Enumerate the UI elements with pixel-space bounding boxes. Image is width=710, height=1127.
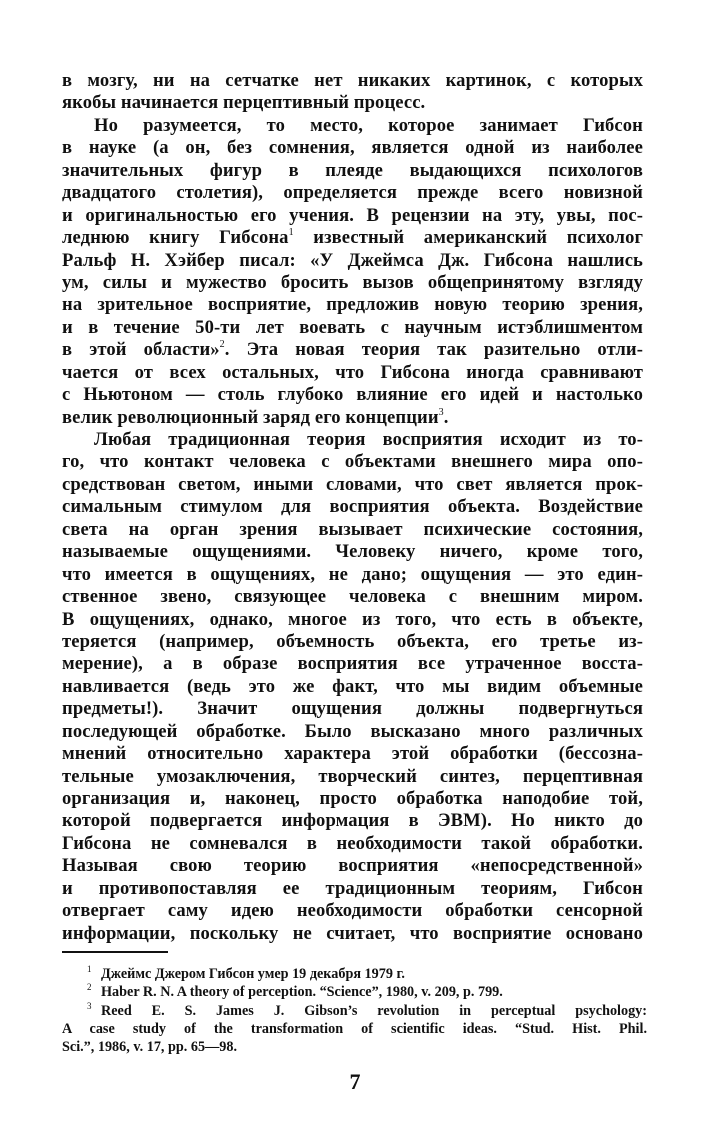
- footnote-separator: [62, 951, 168, 953]
- text-line: мерение), а в образе восприятия все утраченное восста-: [62, 653, 643, 675]
- text-line: организация и, наконец, просто обработка наподобие той,: [62, 788, 643, 809]
- footnotes: [62, 965, 647, 1056]
- text-line: мнений относительно характера этой обработки (бессозна-: [62, 743, 643, 765]
- text-line: на зрительное восприятие, предложив новую теорию зрения,: [62, 294, 643, 316]
- text-line: в мозгу, ни на сетчатке нет никаких картинок, с которых: [62, 70, 643, 91]
- footnote-line: 3 Reed E. S. James J. Gibson’s revolution in perceptual psychology:: [87, 1000, 647, 1019]
- text-line: велик революционный заряд его концепции$^3$.: [62, 406, 449, 428]
- footnote-line: 1 Джеймс Джером Гибсон умер 19 декабря 1979 г.: [87, 964, 405, 982]
- footnote-text: A case study of the transformation of scientific ideas. “Stud. Hist. Phil.: [62, 1020, 647, 1037]
- text-line: в этой области»$^2$. Эта новая теория так разительно отли-: [62, 339, 643, 361]
- text-line: Гибсона не сомневался в необходимости такой обработки.: [62, 832, 643, 854]
- text-line: средствован светом, иными словами, что свет является прок-: [62, 473, 643, 495]
- text-line: двадцатого столетия), определяется прежде всего новизной: [62, 182, 643, 204]
- text-line: ственное звено, связующее человека с внешним миром.: [62, 586, 643, 608]
- text-line: го, что контакт человека с объектами внешнего мира опо-: [62, 451, 643, 473]
- text-line: значительных фигур в плеяде выдающихся психологов: [62, 159, 643, 181]
- text-line: что имеется в ощущениях, не дано; ощущения — это един-: [62, 563, 643, 585]
- footnote-ref[interactable]: 1: [288, 227, 294, 239]
- page-number: 7: [349, 1069, 361, 1094]
- text-line: предметы!). Значит ощущения должны подвергнуться: [62, 698, 643, 720]
- footnote-ref[interactable]: 3: [438, 406, 444, 418]
- text-line: леднюю книгу Гибсона$^1$ известный американский психолог: [62, 227, 644, 249]
- text-line: называемые ощущениями. Человеку ничего, кроме того,: [62, 541, 643, 563]
- footnote-text: Sci.”, 1986, v. 17, pp. 65—98.: [62, 1039, 238, 1056]
- text-line: Но разумеется, то место, которое занимает Гибсон: [94, 114, 643, 136]
- text-line: света на орган зрения вызывает психические состояния,: [62, 518, 643, 540]
- footnote-ref[interactable]: 2: [219, 339, 225, 351]
- text-line: Называя свою теорию восприятия «непосредственной»: [62, 855, 643, 877]
- text-line: последующей обработке. Было высказано много различных: [62, 720, 643, 742]
- text-line: и в течение 50-ти лет воевать с научным истэблишментом: [62, 316, 643, 338]
- text-line: тельные умозаключения, творческий синтез, перцептивная: [62, 765, 643, 787]
- footnote-line: [62, 1038, 647, 1056]
- text-line: информации, поскольку не считает, что восприятие основано: [62, 922, 643, 944]
- footnote-line: [62, 1020, 647, 1038]
- text-line: Ральф Н. Хэйбер писал: «У Джеймса Дж. Гибсона нашлись: [62, 249, 643, 271]
- text-line: якобы начинается перцептивный процесс.: [62, 92, 426, 114]
- body-text: [62, 70, 643, 945]
- footnote-line: 2 Haber R. N. A theory of perception. “Science”, 1980, v. 209, p. 799.: [87, 982, 503, 1001]
- text-line: в науке (а он, без сомнения, является одной из наиболее: [62, 137, 643, 159]
- text-line: теряется (например, объемность объекта, его третье из-: [62, 630, 643, 652]
- text-line: и противопоставляя ее традиционным теориям, Гибсон: [62, 877, 643, 899]
- footnote-text: Haber R. N. A theory of perception. “Science”, 1980, v. 209, p. 799.: [101, 984, 503, 1001]
- text-line: Любая традиционная теория восприятия исходит из то-: [94, 429, 643, 450]
- text-line: с Ньютоном — столь глубоко влияние его идей и настолько: [62, 384, 643, 406]
- text-line: и оригинальностью его учения. В рецензии на эту, увы, пос-: [62, 204, 643, 226]
- page-body: [62, 70, 643, 945]
- text-line: чается от всех остальных, что Гибсона иногда сравнивают: [62, 361, 643, 383]
- text-line: ум, силы и мужество бросить вызов общепринятому взгляду: [62, 271, 643, 293]
- text-line: отвергает саму идею необходимости обработки сенсорной: [62, 900, 643, 922]
- text-line: В ощущениях, однако, многое из того, что есть в объекте,: [62, 608, 643, 630]
- text-line: которой подвергается информация в ЭВМ). Но никто до: [62, 810, 643, 832]
- text-line: навливается (ведь это же факт, что мы видим объемные: [62, 675, 643, 697]
- text-line: симальным стимулом для восприятия объекта. Воздействие: [62, 496, 643, 518]
- footnote-text: Reed E. S. James J. Gibson’s revolution in perceptual psychology:: [101, 1002, 647, 1019]
- footnote-text: Джеймс Джером Гибсон умер 19 декабря 1979 г.: [101, 966, 405, 982]
